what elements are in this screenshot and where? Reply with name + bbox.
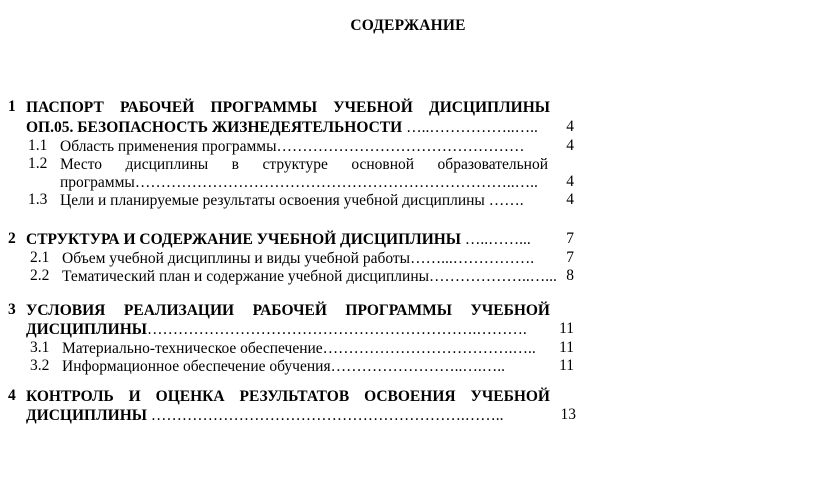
page-number: 11 <box>559 357 574 374</box>
section-heading-line2: ДИСЦИПЛИНЫ……………………………………………………….………. <box>26 321 527 338</box>
toc-item: Цели и планируемые результаты освоения учебной дисциплины ……. <box>60 192 524 209</box>
page-number: 4 <box>566 191 574 208</box>
toc-item-line2: программы………………………………………………………………..….. <box>60 174 538 191</box>
section-heading: ПАСПОРТ РАБОЧЕЙ ПРОГРАММЫ УЧЕБНОЙ ДИСЦИПЛИНЫ <box>26 99 550 116</box>
page-number: 4 <box>566 118 574 135</box>
item-number: 3.2 <box>30 357 50 374</box>
section-number: 1 <box>8 98 16 115</box>
dot-leader: ……………………………………………………….………. <box>146 321 527 338</box>
page-number: 4 <box>566 137 574 154</box>
item-number: 2.2 <box>30 267 50 284</box>
toc-item: Место дисциплины в структуре основной образовательной <box>60 156 548 173</box>
section-heading: УСЛОВИЯ РЕАЛИЗАЦИИ РАБОЧЕЙ ПРОГРАММЫ УЧЕБНОЙ <box>26 302 550 319</box>
dot-leader: ………………..…... <box>429 268 557 285</box>
dot-leader: …..……... <box>464 231 531 248</box>
page-number: 4 <box>566 173 574 190</box>
page-number: 13 <box>560 406 576 423</box>
page-number: 8 <box>566 267 574 284</box>
item-number: 3.1 <box>30 339 50 356</box>
toc-item: Область применения программы………………………………………… <box>60 138 525 155</box>
dot-leader: ……………………………….….. <box>322 340 536 357</box>
dot-leader: ……………………..….….. <box>330 358 505 375</box>
dot-leader: …..……………..….. <box>406 119 538 136</box>
dot-leader: ………………………………………………………………..….. <box>134 174 538 191</box>
toc-item: Тематический план и содержание учебной дисциплины………………..…... <box>62 268 557 285</box>
dot-leader: …………………………………………………….…….. <box>150 407 504 424</box>
dot-leader: ……...……………. <box>410 250 535 267</box>
section-heading: СТРУКТУРА И СОДЕРЖАНИЕ УЧЕБНОЙ ДИСЦИПЛИНЫ …..……... <box>26 231 531 248</box>
section-heading: КОНТРОЛЬ И ОЦЕНКА РЕЗУЛЬТАТОВ ОСВОЕНИЯ УЧЕБНОЙ <box>26 388 550 405</box>
document-title: СОДЕРЖАНИЕ <box>350 17 466 34</box>
page-number: 7 <box>566 230 574 247</box>
page-number: 11 <box>559 339 574 356</box>
toc-item: Информационное обеспечение обучения……………………..….….. <box>62 358 505 375</box>
dot-leader: ……. <box>488 192 524 209</box>
item-number: 1.2 <box>28 155 48 172</box>
item-number: 1.1 <box>28 137 48 154</box>
section-heading-line2: ДИСЦИПЛИНЫ …………………………………………………….…….. <box>26 407 504 424</box>
page-number: 11 <box>559 320 574 337</box>
section-number: 3 <box>8 301 16 318</box>
dot-leader: ………………………………………… <box>276 138 525 155</box>
item-number: 2.1 <box>30 249 50 266</box>
section-number: 2 <box>8 230 16 247</box>
page-number: 7 <box>566 249 574 266</box>
item-number: 1.3 <box>28 191 48 208</box>
section-heading-line2: ОП.05. БЕЗОПАСНОСТЬ ЖИЗНЕДЕЯТЕЛЬНОСТИ …..……………..….. <box>26 119 538 136</box>
section-number: 4 <box>8 387 16 404</box>
toc-item: Материально-техническое обеспечение……………………………….….. <box>62 340 536 357</box>
toc-item: Объем учебной дисциплины и виды учебной работы……...……………. <box>62 250 535 267</box>
